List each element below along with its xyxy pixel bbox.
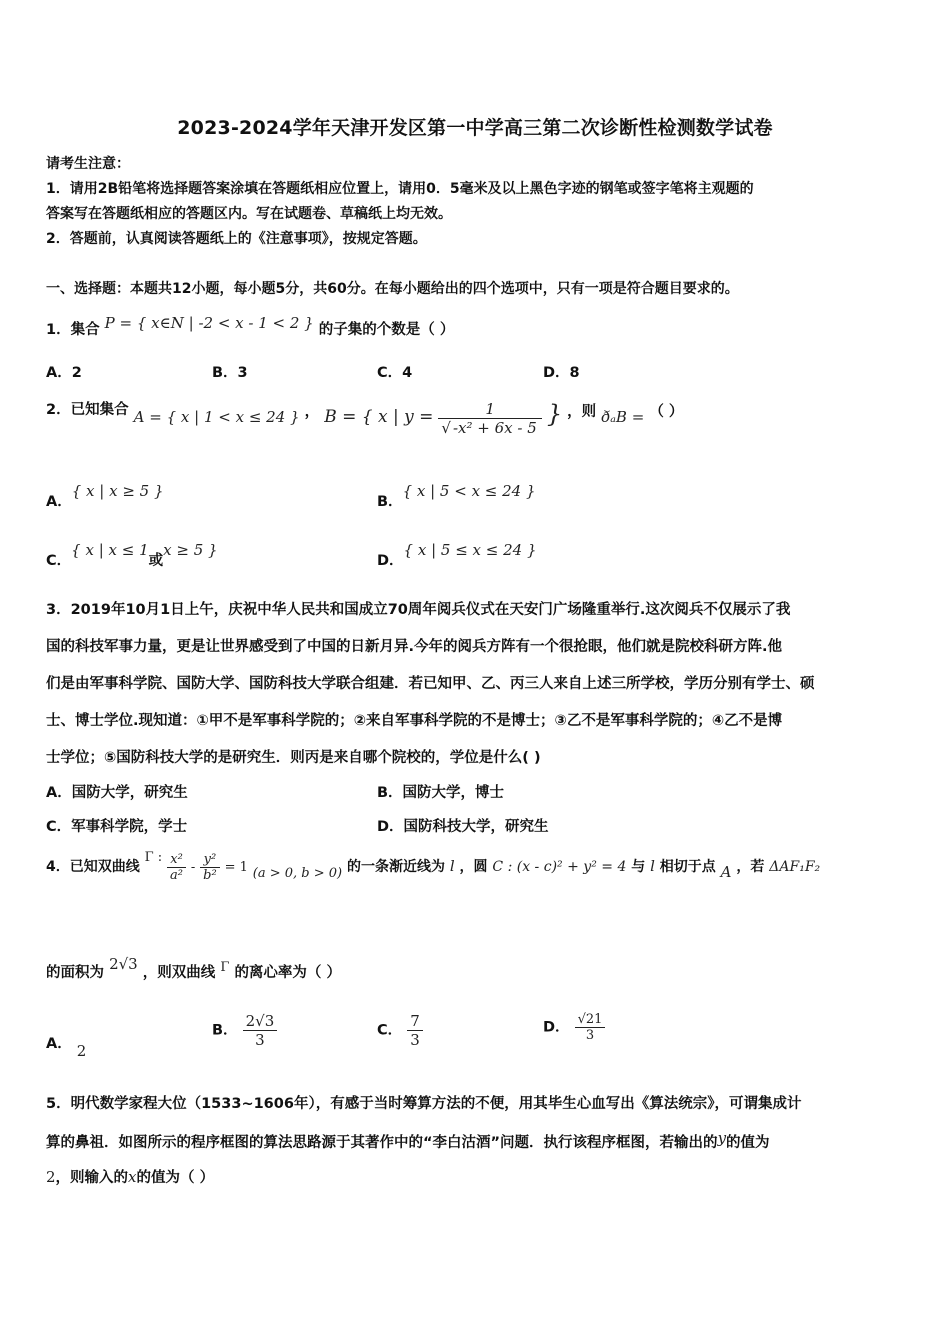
q4-y2: y² <box>200 852 220 868</box>
q2-set-b-left: B = { x | y = <box>324 407 434 427</box>
q4-triangle: ΔAF₁F₂ <box>769 859 821 875</box>
q5-line-1: 5．明代数学家程大位（1533~1606年），有感于当时筹算方法的不便，用其毕生心血写出《算法统宗》，可谓集成计 <box>46 1096 802 1112</box>
q4-b2: b² <box>203 867 217 883</box>
q2-option-b-formula: { x | 5 < x ≤ 24 } <box>402 482 536 500</box>
q1-prefix: 1．集合 <box>46 322 100 338</box>
q4-x2: x² <box>167 852 186 868</box>
q5-line2-a: 算的鼻祖．如图所示的程序框图的算法思路源于其著作中的“李白沽酒”问题．执行该程序框图，若输出的 <box>46 1135 718 1151</box>
q4-point-a: A <box>720 863 732 881</box>
q2-option-c-formula: { x | x ≤ 1 <box>71 541 149 559</box>
q4-option-a-value: 2 <box>76 1042 87 1060</box>
q2-option-a-label: A． <box>46 494 72 510</box>
q4-option-a-label: A． <box>46 1036 72 1052</box>
q4-area: 2√3 <box>109 955 138 973</box>
q4-y-fraction <box>200 852 220 883</box>
q3-option-b[interactable]: B．国防大学，博士 <box>377 785 505 801</box>
q5-line3-a: ，则输入的 <box>55 1170 129 1186</box>
q4-mid-4: 相切于点 <box>659 859 716 875</box>
q2-option-c-or: 或 <box>148 553 164 569</box>
q4-option-a[interactable] <box>46 1032 86 1060</box>
q2-fraction-denominator: -x² + 6x - 5 <box>452 418 537 437</box>
q3-line-4: 士、博士学位.现知道：①甲不是军事科学院的；②来自军事科学院的不是博士；③乙不是军事科学院的；④乙不是博 <box>46 713 783 729</box>
q4-x-fraction <box>167 852 186 883</box>
q5-line3-b: 的值为（ ） <box>136 1170 215 1186</box>
q3-option-d[interactable]: D．国防科技大学，研究生 <box>377 819 549 835</box>
q3-line-1: 3．2019年10月1日上午，庆祝中华人民共和国成立70周年阅兵仪式在天安门广场隆重举行.这次阅兵不仅展示了我 <box>46 602 791 618</box>
q2-comma: ， <box>304 404 320 420</box>
q4-condition: (a > 0, b > 0) <box>252 866 343 881</box>
q4-mid-5: ，若 <box>736 859 765 875</box>
q4-eq1: = 1 <box>224 860 248 875</box>
q4-option-c-fraction <box>407 1012 423 1049</box>
q2-option-d-label: D． <box>377 553 404 569</box>
q4-option-b-label: B． <box>212 1022 238 1039</box>
q4-option-d[interactable] <box>543 1012 605 1043</box>
q4-mid-2: ，圆 <box>459 859 488 875</box>
q4-option-c-num: 7 <box>407 1012 423 1031</box>
q2-option-a-formula: { x | x ≥ 5 } <box>71 482 164 500</box>
q2-fraction-denominator-wrap: √ -x² + 6x - 5 <box>441 418 537 437</box>
q4-mid-3: 与 <box>631 859 646 875</box>
q1-option-b[interactable]: B．3 <box>212 365 248 381</box>
q4-circle: C : (x - c)² + y² = 4 <box>492 859 627 875</box>
q2-paren: （ ） <box>649 404 684 420</box>
q2-then: ，则 <box>567 404 597 420</box>
q3-line-3: 们是由军事科学院、国防大学、国防科技大学联合组建．若已知甲、乙、丙三人来自上述三所学校，学历分别有学士、硕 <box>46 676 815 692</box>
q2-set-b-right: } <box>546 400 563 428</box>
q4-gamma-2: Γ <box>220 960 230 975</box>
q4-option-b[interactable] <box>212 1012 277 1049</box>
q4-option-d-num: √21 <box>575 1012 606 1028</box>
q2-option-d[interactable] <box>377 541 537 570</box>
q4-line-l: l <box>449 857 455 875</box>
q4-option-b-den: 3 <box>255 1031 265 1049</box>
q4-gamma: Γ : <box>144 850 163 865</box>
q1-option-d[interactable]: D．8 <box>543 365 580 381</box>
q2-option-d-formula: { x | 5 ≤ x ≤ 24 } <box>403 541 537 559</box>
q4-option-b-num: 2√3 <box>243 1012 278 1031</box>
q1-suffix: 的子集的个数是（ ） <box>318 322 455 338</box>
q5-x: x <box>128 1168 137 1186</box>
q5-line-3 <box>46 1166 214 1187</box>
q2-option-c-formula-2: x ≥ 5 } <box>163 541 218 559</box>
page-title: 2023-2024学年天津开发区第一中学高三第二次诊断性检测数学试卷 <box>177 117 773 139</box>
q5-line2-b: 的值为 <box>726 1135 770 1151</box>
q2-set-b-fraction <box>438 400 541 437</box>
q3-option-a[interactable]: A．国防大学，研究生 <box>46 785 188 801</box>
q2-option-c-label: C． <box>46 553 72 569</box>
q4-option-c-label: C． <box>377 1022 403 1039</box>
q4-mid-1: 的一条渐近线为 <box>346 859 445 875</box>
q4-option-d-fraction <box>575 1012 606 1043</box>
q2-option-c[interactable] <box>46 541 218 570</box>
q4-option-c-den: 3 <box>410 1031 420 1049</box>
question-1 <box>46 314 454 339</box>
q5-output-value: 2 <box>46 1168 56 1186</box>
q2-fraction-numerator: 1 <box>438 400 541 419</box>
q4-option-b-fraction <box>243 1012 278 1049</box>
q2-option-b[interactable] <box>377 482 536 511</box>
q4-option-c[interactable] <box>377 1012 423 1049</box>
notice-line-1: 1．请用2B铅笔将选择题答案涂填在答题纸相应位置上，请用0．5毫米及以上黑色字迹的钢笔或签字笔将主观题的 <box>46 181 754 197</box>
q3-option-c[interactable]: C．军事科学院，学士 <box>46 819 188 835</box>
q5-y: y <box>717 1129 727 1147</box>
q4-line2-mid: ，则双曲线 <box>142 965 216 981</box>
q3-line-2: 国的科技军事力量，更是让世界感受到了中国的日新月异.今年的阅兵方阵有一个很抢眼，他们就是院校科研方阵.他 <box>46 639 783 655</box>
notice-line-2: 2．答题前，认真阅读答题纸上的《注意事项》，按规定答题。 <box>46 231 427 247</box>
q4-line-l-2: l <box>650 857 655 875</box>
q4-option-d-den: 3 <box>585 1028 595 1043</box>
question-2 <box>46 398 683 437</box>
q4-line-2 <box>46 955 341 982</box>
q4-line2-prefix: 的面积为 <box>46 965 104 981</box>
q5-line-2 <box>46 1129 770 1152</box>
notice-line-1b: 答案写在答题纸相应的答题区内。写在试题卷、草稿纸上均无效。 <box>46 206 452 222</box>
q2-option-b-label: B． <box>377 494 403 510</box>
q1-set-formula: P = { x∈N | -2 < x - 1 < 2 } <box>104 314 314 332</box>
q2-option-a[interactable] <box>46 482 164 511</box>
q3-line-5: 士学位；⑤国防科技大学的是研究生．则丙是来自哪个院校的，学位是什么( ) <box>46 750 541 766</box>
q4-prefix: 4．已知双曲线 <box>46 859 140 875</box>
q2-complement: ðₐB = <box>601 408 645 426</box>
q2-set-a: A = { x | 1 < x ≤ 24 } <box>133 408 300 426</box>
q4-option-d-label: D． <box>543 1019 570 1036</box>
question-4 <box>46 850 820 883</box>
q4-minus: - <box>190 860 196 875</box>
section-heading: 一、选择题：本题共12小题，每小题5分，共60分。在每小题给出的四个选项中，只有一项是符合题目要求的。 <box>46 281 739 297</box>
q2-prefix: 2．已知集合 <box>46 402 129 418</box>
q4-line2-suffix: 的离心率为（ ） <box>234 965 341 981</box>
q1-option-a[interactable]: A．2 <box>46 365 82 381</box>
q4-a2: a² <box>170 867 184 883</box>
notice-heading: 请考生注意： <box>46 156 130 172</box>
q1-option-c[interactable]: C．4 <box>377 365 413 381</box>
